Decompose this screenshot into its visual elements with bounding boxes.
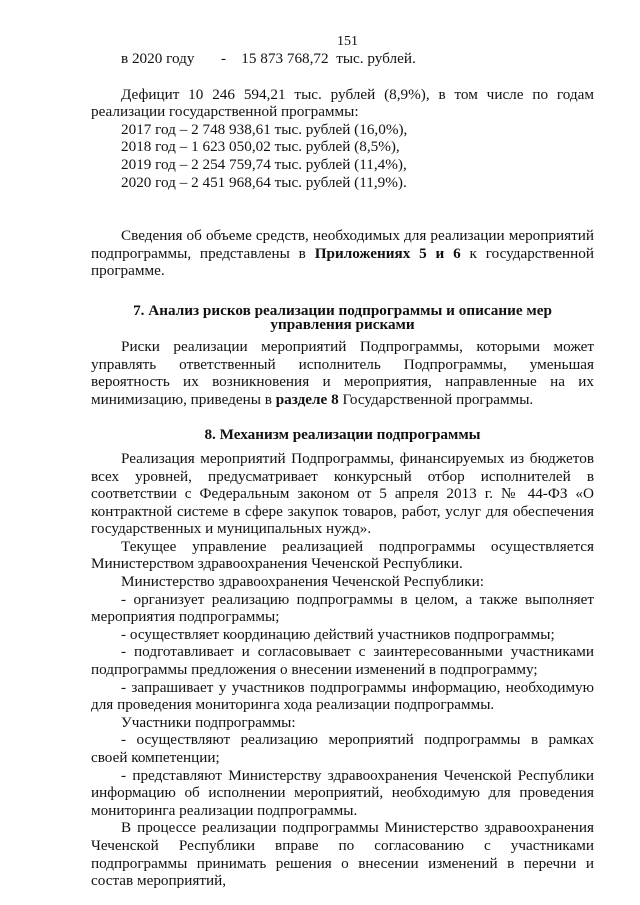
ministry-item-2: - осуществляет координацию действий участников подпрограммы;: [121, 625, 555, 643]
section-7-text: Риски реализации мероприятий Подпрограммы, которыми может управлять ответственный исполнитель Подпрограммы, уменьшая вероятность их возникновения и мероприятия, направленные на их минимизацию, приведены в: [91, 337, 594, 408]
section-8-heading: 8. Механизм реализации подпрограммы: [204, 426, 481, 444]
section-8-paragraph-1: Реализация мероприятий Подпрограммы, финансируемых из бюджетов всех уровней, предусматривает конкурсный отбор исполнителей в соответствии с Федеральным законом от 5 апреля 2013 г. № 44-ФЗ «О контрактной системе в сфере закупок товаров, работ, услуг для обеспечения государственных и муниципальных нужд».: [91, 449, 594, 538]
funding-info-tail: к государственной программе.: [91, 244, 594, 280]
ministry-item-3: - подготавливает и согласовывает с заинтересованными участниками подпрограммы предложения о внесении изменений в подпрограмму;: [91, 643, 594, 679]
section-7-paragraph: [91, 338, 594, 408]
page-number: 151: [337, 34, 358, 49]
section-8-paragraph-2: Текущее управление реализацией подпрограммы осуществляется Министерством здравоохранения Чеченской Республики.: [91, 537, 594, 573]
ministry-item-1: - организует реализацию подпрограммы в целом, а также выполняет мероприятия подпрограммы;: [91, 590, 594, 626]
appendix-5-link: Приложениях 5: [314, 244, 427, 262]
section-8-reference: разделе 8: [275, 390, 339, 408]
section-7-tail: Государственной программы.: [338, 390, 534, 408]
section-8-paragraph-5: В процессе реализации подпрограммы Министерство здравоохранения Чеченской Республики вправе по согласованию с участниками подпрограммы принимать решения о внесении изменений в перечни и состав мероприятий,: [91, 819, 594, 890]
ministry-item-4: - запрашивает у участников подпрограммы информацию, необходимую для проведения мониторинга хода реализации подпрограммы.: [91, 678, 594, 714]
section-8-paragraph-3: Министерство здравоохранения Чеченской Республики:: [121, 573, 484, 591]
deficit-year-2017: 2017 год – 2 748 938,61 тыс. рублей (16,0%),: [121, 120, 408, 138]
section-7-heading: 7. Анализ рисков реализации подпрограммы и описание мер управления рисками: [133, 301, 552, 333]
funding-info-conj: и: [426, 244, 454, 262]
section-8-paragraph-4: Участники подпрограммы:: [121, 713, 296, 731]
funding-info-paragraph: [91, 227, 594, 280]
appendix-6-link: 6: [453, 244, 461, 262]
deficit-year-2020: 2020 год – 2 451 968,64 тыс. рублей (11,9%).: [121, 173, 407, 191]
deficit-year-2018: 2018 год – 1 623 050,02 тыс. рублей (8,5%),: [121, 138, 400, 156]
deficit-year-2019: 2019 год – 2 254 759,74 тыс. рублей (11,4%),: [121, 155, 407, 173]
deficit-paragraph: Дефицит 10 246 594,21 тыс. рублей (8,9%), в том числе по годам реализации государственной программы:: [91, 85, 594, 121]
funding-info-text: Сведения об объеме средств, необходимых для реализации мероприятий подпрограммы, представлены в: [91, 227, 594, 262]
funding-2020-line: в 2020 году - 15 873 768,72 тыс. рублей.: [121, 50, 416, 67]
participant-item-2: - представляют Министерству здравоохранения Чеченской Республики информацию об исполнении мероприятий, необходимую для проведения мониторинга реализации подпрограммы.: [91, 766, 594, 819]
participant-item-1: - осуществляют реализацию мероприятий подпрограммы в рамках своей компетенции;: [91, 731, 594, 766]
